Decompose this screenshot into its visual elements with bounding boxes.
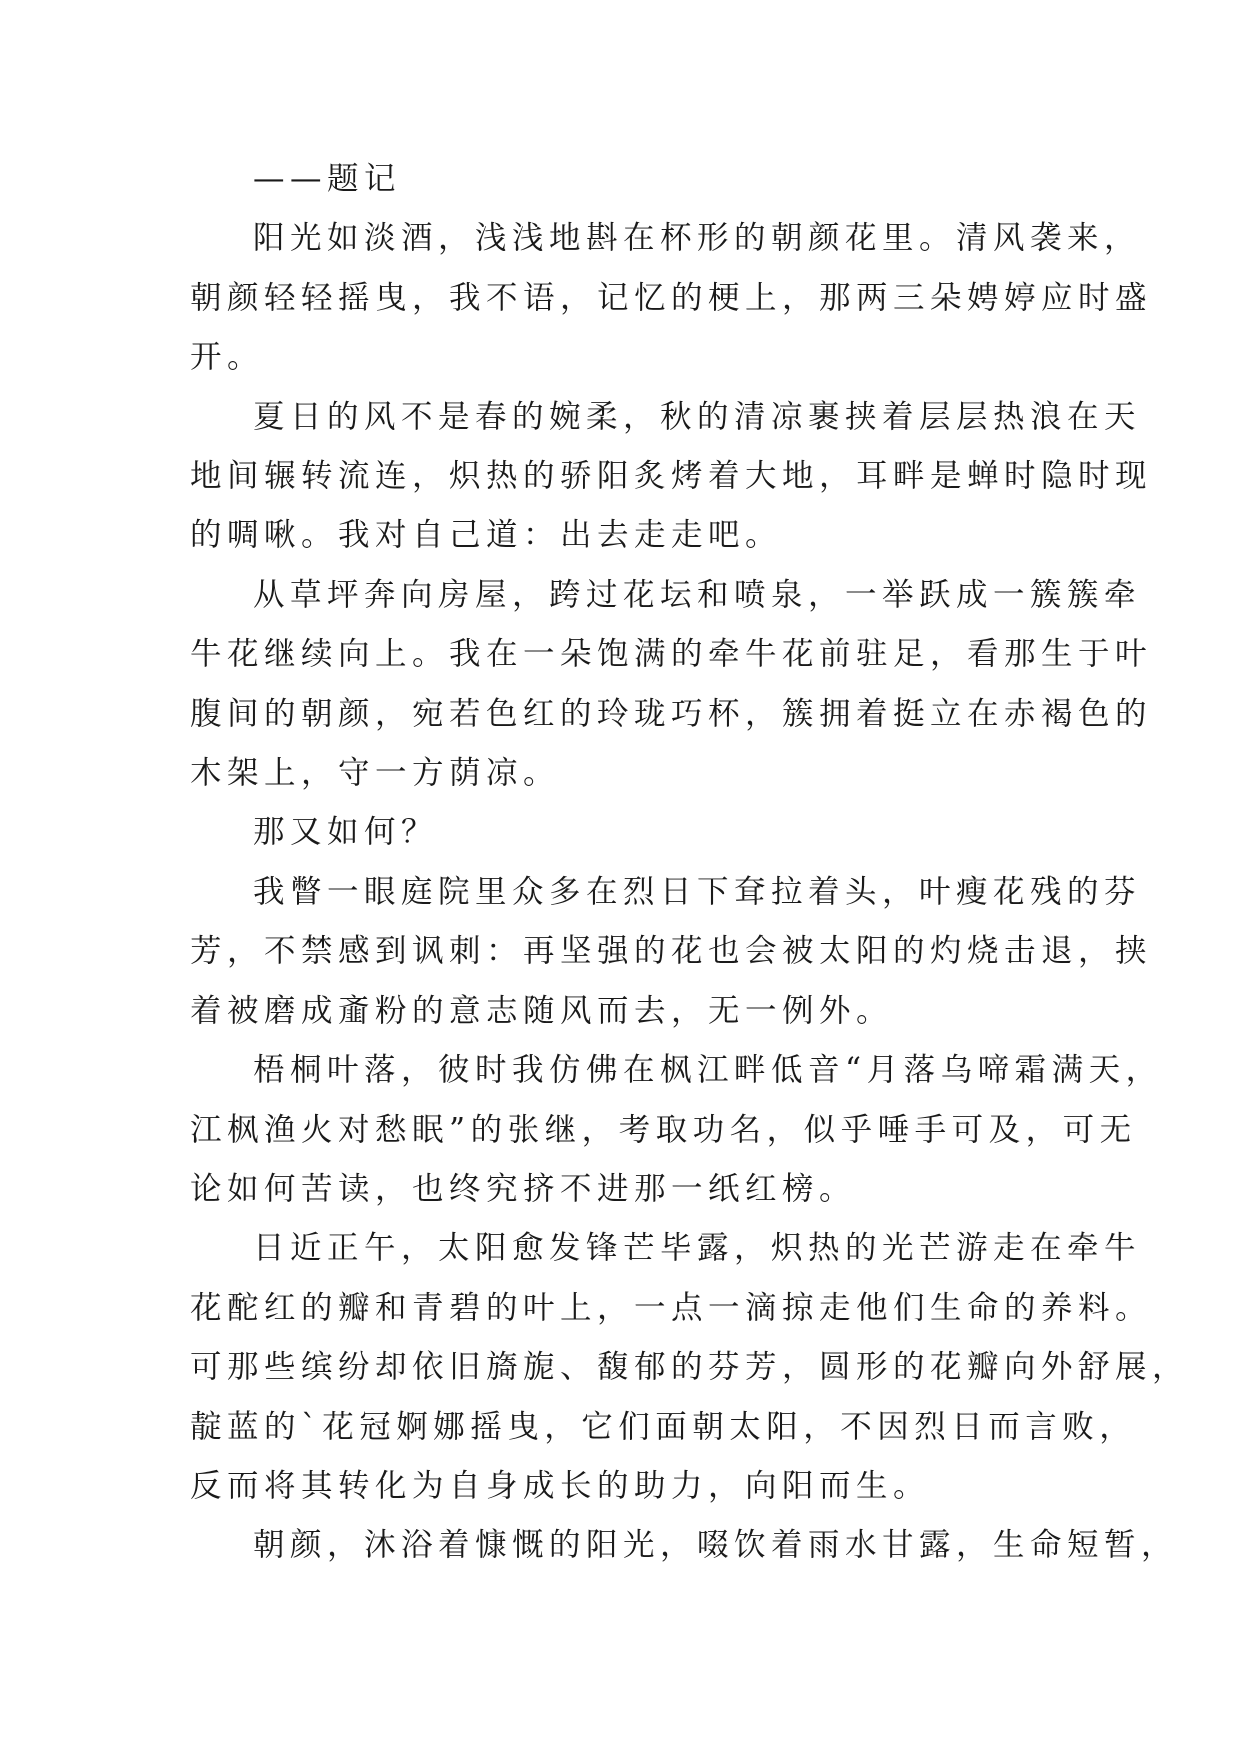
text-line: 我瞥一眼庭院里众多在烈日下耷拉着头，叶瘦花残的芬 bbox=[253, 873, 1142, 910]
text-line: 靛蓝的`花冠婀娜摇曳，它们面朝太阳，不因烈日而言败， bbox=[190, 1408, 1137, 1445]
text-line: 的啁啾。我对自己道：出去走走吧。 bbox=[190, 517, 783, 554]
text-line: 那又如何？ bbox=[253, 814, 439, 851]
text-line: 开。 bbox=[190, 339, 265, 376]
text-line: 腹间的朝颜，宛若色红的玲珑巧杯，簇拥着挺立在赤褐色的 bbox=[190, 695, 1153, 732]
text-line: 朝颜，沐浴着慷慨的阳光，啜饮着雨水甘露，生命短暂， bbox=[253, 1527, 1179, 1564]
text-line: 日近正午，太阳愈发锋芒毕露，炽热的光芒游走在牵牛 bbox=[253, 1230, 1142, 1267]
text-line: 从草坪奔向房屋，跨过花坛和喷泉，一举跃成一簇簇牵 bbox=[253, 576, 1142, 613]
text-line: 可那些缤纷却依旧旖旎、馥郁的芬芳，圆形的花瓣向外舒展， bbox=[190, 1349, 1190, 1386]
paragraph bbox=[190, 863, 1153, 1041]
text-line: 夏日的风不是春的婉柔，秋的清凉裹挟着层层热浪在天 bbox=[253, 398, 1142, 435]
text-line: 反而将其转化为自身成长的助力，向阳而生。 bbox=[190, 1467, 931, 1504]
text-line: 阳光如淡酒，浅浅地斟在杯形的朝颜花里。清风袭来， bbox=[253, 220, 1142, 257]
paragraph bbox=[190, 803, 1070, 862]
text-line: 木架上，守一方荫凉。 bbox=[190, 755, 561, 792]
text-line: 江枫渔火对愁眠”的张继，考取功名，似乎唾手可及，可无 bbox=[190, 1111, 1137, 1148]
text-line: 论如何苦读，也终究挤不进那一纸红榜。 bbox=[190, 1170, 857, 1207]
paragraph bbox=[190, 209, 1153, 387]
text-line: 芳，不禁感到讽刺：再坚强的花也会被太阳的灼烧击退，挟 bbox=[190, 933, 1153, 970]
essay-body bbox=[190, 150, 1190, 1576]
paragraph bbox=[190, 388, 1153, 566]
text-line: 地间辗转流连，炽热的骄阳炙烤着大地，耳畔是蝉时隐时现 bbox=[190, 458, 1153, 495]
paragraph bbox=[190, 1041, 1163, 1219]
text-line: 朝颜轻轻摇曳，我不语，记忆的梗上，那两三朵娉婷应时盛 bbox=[190, 279, 1153, 316]
paragraph bbox=[190, 1219, 1190, 1516]
text-line: 梧桐叶落，彼时我仿佛在枫江畔低音“月落乌啼霜满天， bbox=[253, 1052, 1163, 1089]
text-line: 牛花继续向上。我在一朵饱满的牵牛花前驻足，看那生于叶 bbox=[190, 636, 1153, 673]
paragraph bbox=[190, 566, 1153, 804]
text-line: 花酡红的瓣和青碧的叶上，一点一滴掠走他们生命的养料。 bbox=[190, 1289, 1153, 1326]
paragraph bbox=[190, 1516, 1179, 1575]
epigraph bbox=[190, 150, 1070, 209]
text-line: ——题记 bbox=[253, 161, 402, 197]
text-line: 着被磨成齑粉的意志随风而去，无一例外。 bbox=[190, 992, 894, 1029]
